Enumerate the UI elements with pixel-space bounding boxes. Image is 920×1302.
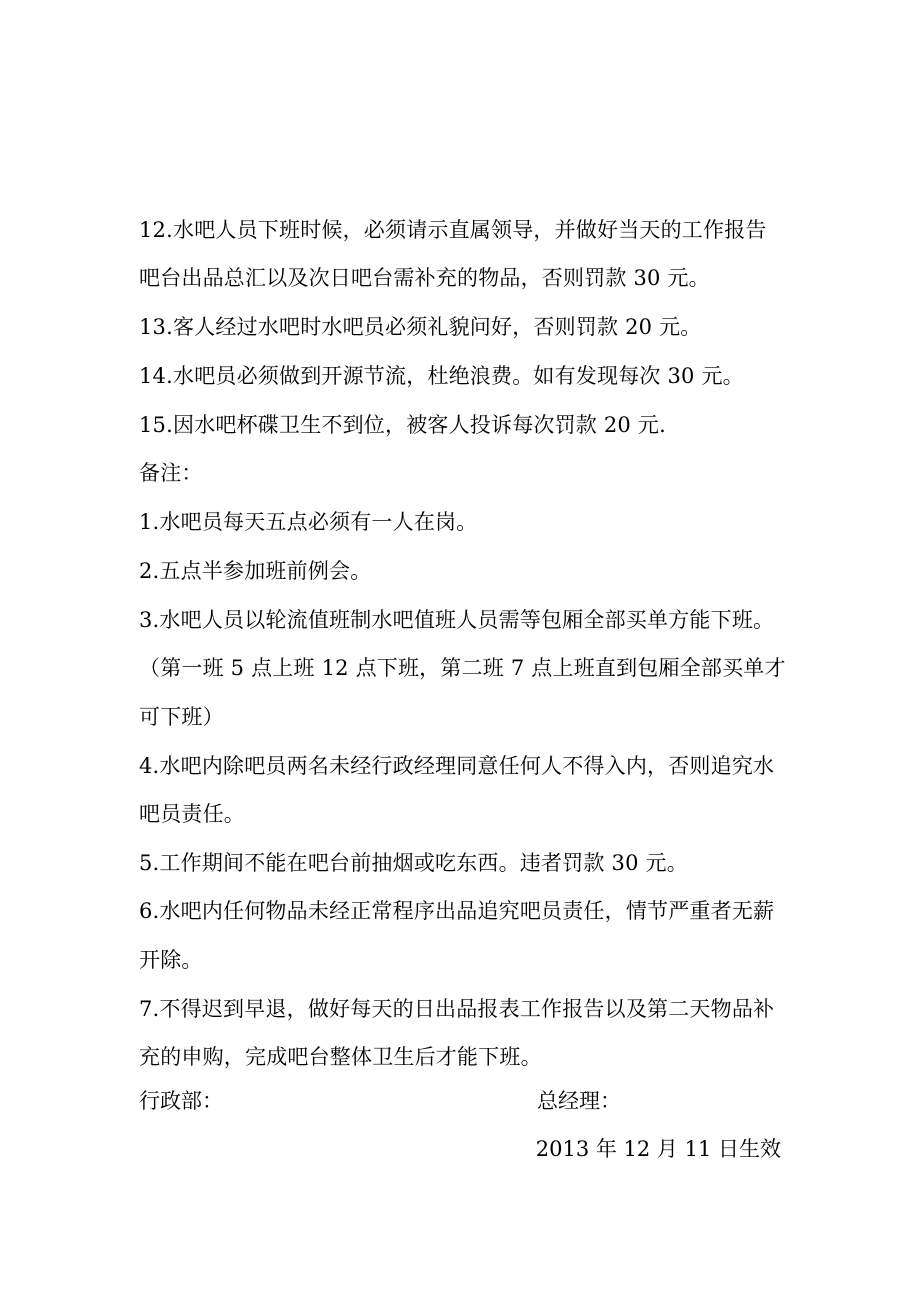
remark-6-line-2: 开除。 (139, 948, 203, 972)
rule-13: 13.客人经过水吧时水吧员必须礼貌问好，否则罚款 20 元。 (139, 315, 702, 339)
remark-1: 1.水吧员每天五点必须有一人在岗。 (139, 510, 478, 534)
remark-4-line-2: 吧员责任。 (139, 802, 245, 826)
remark-7-line-1: 7.不得迟到早退，做好每天的日出品报表工作报告以及第二天物品补 (139, 997, 775, 1021)
rule-12-line-1: 12.水吧人员下班时候，必须请示直属领导，并做好当天的工作报告 (139, 218, 767, 242)
remark-7-line-2: 充的申购，完成吧台整体卫生后才能下班。 (139, 1045, 542, 1069)
general-manager-label: 总经理： (537, 1089, 621, 1113)
rule-14: 14.水吧员必须做到开源节流，杜绝浪费。如有发现每次 30 元。 (139, 364, 744, 388)
remark-4-line-1: 4.水吧内除吧员两名未经行政经理同意任何人不得入内，否则追究水 (139, 754, 775, 778)
rule-15: 15.因水吧杯碟卫生不到位，被客人投诉每次罚款 20 元. (139, 413, 666, 437)
remark-6-line-1: 6.水吧内任何物品未经正常程序出品追究吧员责任，情节严重者无薪 (139, 899, 775, 923)
effective-date: 2013 年 12 月 11 日生效 (535, 1137, 781, 1161)
remark-3-line-2: （第一班 5 点上班 12 点下班，第二班 7 点上班直到包厢全部买单才 (139, 656, 786, 680)
remarks-heading: 备注： (139, 461, 203, 485)
remark-3-line-3: 可下班） (139, 705, 224, 729)
remark-2: 2.五点半参加班前例会。 (139, 559, 372, 583)
admin-department-label: 行政部： (139, 1089, 223, 1113)
rule-12-line-2: 吧台出品总汇以及次日吧台需补充的物品，否则罚款 30 元。 (139, 266, 710, 290)
remark-5: 5.工作期间不能在吧台前抽烟或吃东西。违者罚款 30 元。 (139, 851, 688, 875)
remark-3-line-1: 3.水吧人员以轮流值班制水吧值班人员需等包厢全部买单方能下班。 (139, 608, 775, 632)
